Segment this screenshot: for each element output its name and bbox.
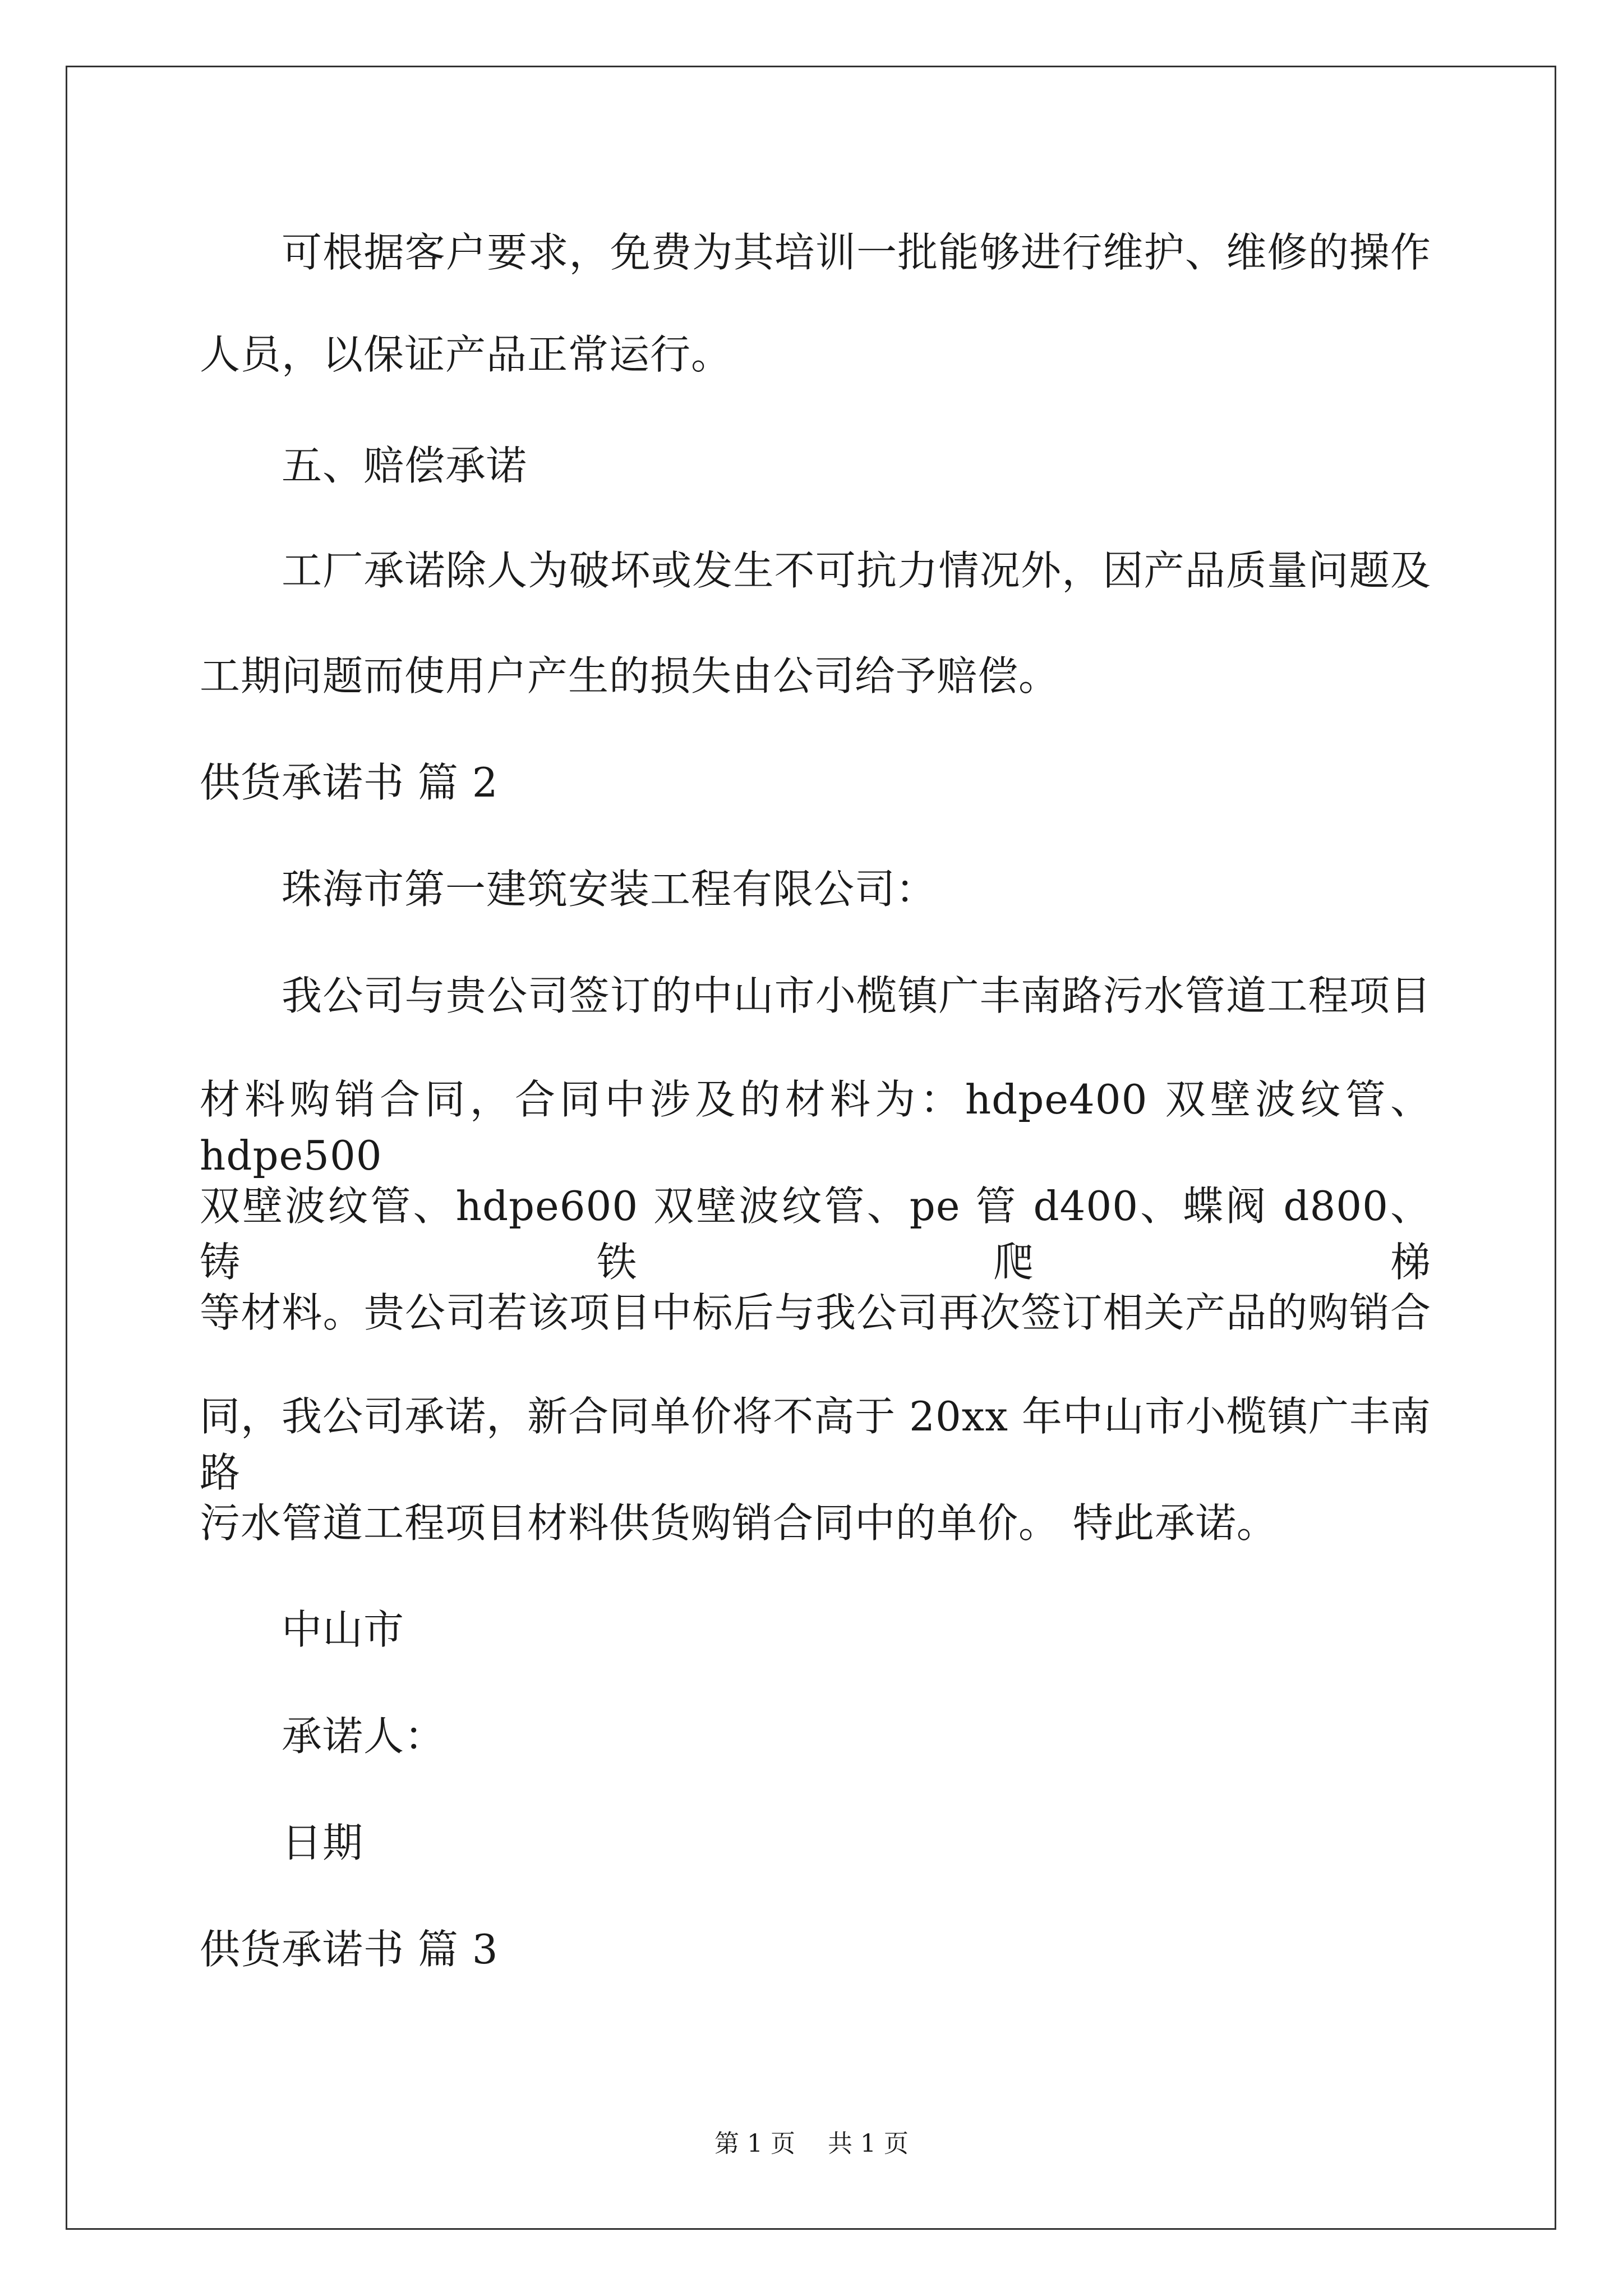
addressee: 珠海市第一建筑安装工程有限公司：	[282, 866, 937, 913]
paragraph-line: 我公司与贵公司签订的中山市小榄镇广丰南路污水管道工程项目	[282, 972, 1431, 1019]
section-title: 供货承诺书 篇 3	[200, 1926, 499, 1973]
signature-date: 日期	[282, 1819, 364, 1866]
paragraph-line: 工厂承诺除人为破坏或发生不可抗力情况外，因产品质量问题及	[282, 547, 1431, 594]
page-number-total: 共 1 页	[828, 2129, 909, 2158]
signature-city: 中山市	[282, 1606, 405, 1653]
page-footer	[0, 2127, 1623, 2161]
paragraph-line: 工期问题而使用户产生的损失由公司给予赔偿。	[200, 652, 1060, 700]
section-title: 供货承诺书 篇 2	[200, 759, 499, 806]
paragraph-line: 可根据客户要求，免费为其培训一批能够进行维护、维修的操作	[282, 229, 1431, 276]
paragraph-line: 污水管道工程项目材料供货购销合同中的单价。 特此承诺。	[200, 1499, 1278, 1547]
paragraph-line: 双壁波纹管、hdpe600 双壁波纹管、pe 管 d400、蝶阀 d800、铸铁爬梯	[200, 1182, 1431, 1286]
page-number-current: 第 1 页	[714, 2129, 795, 2158]
paragraph-line: 等材料。贵公司若该项目中标后与我公司再次签订相关产品的购销合	[200, 1289, 1431, 1336]
paragraph-line: 材料购销合同，合同中涉及的材料为：hdpe400 双壁波纹管、hdpe500	[200, 1076, 1431, 1179]
paragraph-line: 同，我公司承诺，新合同单价将不高于 20xx 年中山市小榄镇广丰南路	[200, 1393, 1431, 1496]
paragraph-line: 人员，以保证产品正常运行。	[200, 331, 732, 378]
section-heading: 五、赔偿承诺	[282, 442, 528, 489]
signature-promisor: 承诺人：	[282, 1713, 446, 1760]
